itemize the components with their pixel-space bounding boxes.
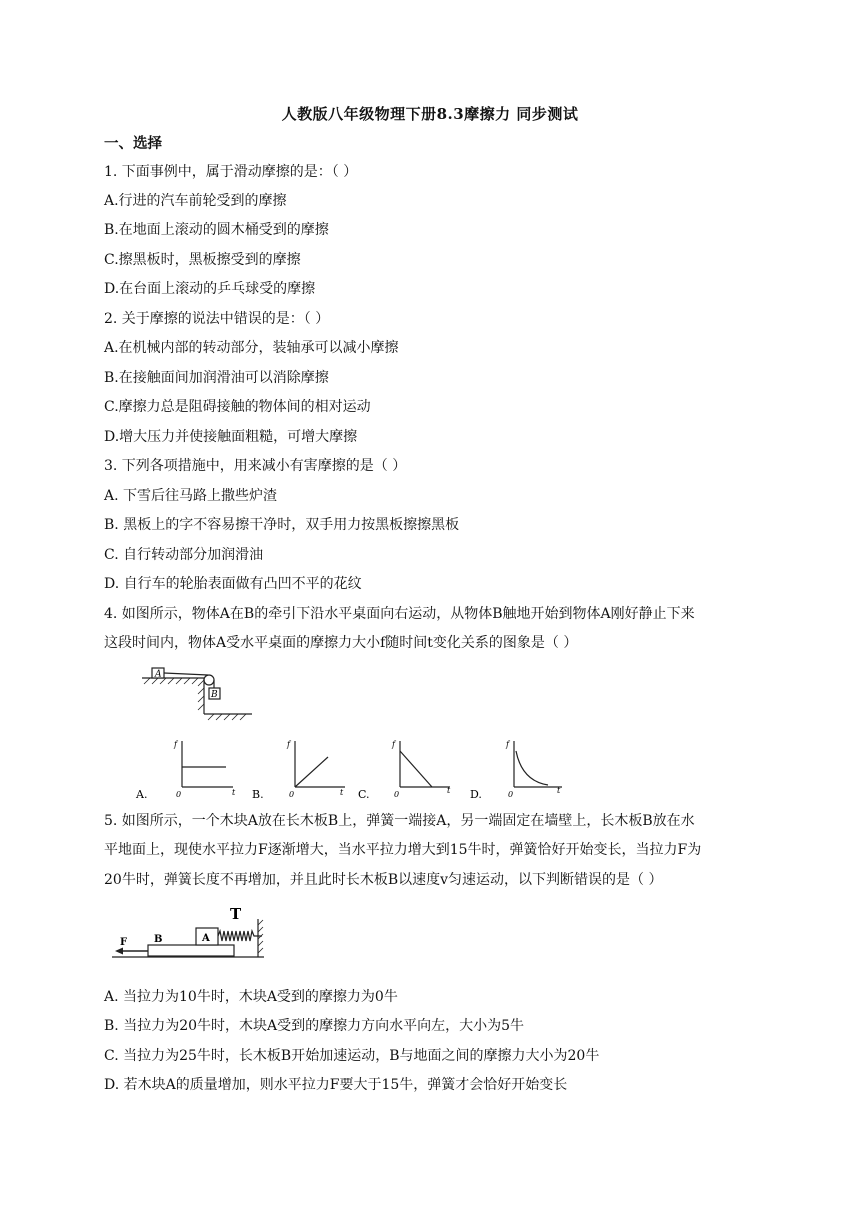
question-2-stem: 2. 关于摩擦的说法中错误的是：（ ） [104, 311, 330, 327]
question-3-option-b: B. 黑板上的字不容易擦干净时，双手用力按黑板擦擦黑板 [104, 517, 460, 533]
question-5-stem-line-1: 5. 如图所示，一个木块A放在长木板B上，弹簧一端接A，另一端固定在墙壁上，长木板B放在水 [104, 813, 695, 829]
question-5-option-d: D. 若木块A的质量增加，则水平拉力F要大于15牛，弹簧才会恰好开始变长 [104, 1077, 568, 1093]
graph-c-origin: 0 [394, 790, 400, 799]
question-5-stem-line-3: 20牛时，弹簧长度不再增加，并且此时长木板B以速度v匀速运动，以下判断错误的是（ ） [104, 872, 663, 888]
question-5-option-b: B. 当拉力为20牛时，木块A受到的摩擦力方向水平向左，大小为5牛 [104, 1018, 525, 1034]
graph-a-option-label: A. [136, 788, 148, 801]
question-3-option-c: C. 自行转动部分加润滑油 [104, 547, 264, 563]
question-1-option-a: A.行进的汽车前轮受到的摩擦 [104, 193, 287, 209]
question-2-option-a: A.在机械内部的转动部分，装轴承可以减小摩擦 [104, 340, 399, 356]
graph-a-t-label: t [232, 788, 236, 797]
graph-d-f-label: f [506, 740, 509, 749]
question-3-option-d: D. 自行车的轮胎表面做有凸凹不平的花纹 [104, 576, 362, 592]
label-b: B [154, 934, 163, 945]
graph-b-option-label: B. [252, 788, 264, 801]
question-5-option-a: A. 当拉力为10牛时，木块A受到的摩擦力为0牛 [104, 989, 398, 1005]
question-1-option-d: D.在台面上滚动的乒乓球受的摩擦 [104, 281, 316, 297]
section-heading: 一、选择 [104, 135, 162, 152]
label-f: F [120, 937, 128, 948]
question-3-option-a: A. 下雪后往马路上撒些炉渣 [104, 488, 278, 504]
graph-c-option-label: C. [358, 788, 370, 801]
label-a: A [202, 933, 210, 944]
question-4-stem-line-1: 4. 如图所示，物体A在B的牵引下沿水平桌面向右运动，从物体B触地开始到物体A刚好静止下来 [104, 606, 695, 622]
question-3-stem: 3. 下列各项措施中，用来减小有害摩擦的是（ ） [104, 458, 407, 474]
friction-time-graphs [130, 737, 590, 803]
force-arrowhead [115, 948, 123, 955]
question-2-option-c: C.摩擦力总是阻碍接触的物体间的相对运动 [104, 399, 371, 415]
block-a-label: A [155, 669, 162, 680]
question-1-option-c: C.擦黑板时，黑板擦受到的摩擦 [104, 252, 301, 268]
graph-a-f-label: f [174, 740, 177, 749]
graph-c-t-label: t [447, 786, 451, 795]
graph-d-option-label: D. [470, 788, 482, 801]
spring-board-figure [112, 905, 264, 961]
graph-b-f-label: f [287, 740, 290, 749]
pulley-apparatus-figure [140, 664, 258, 728]
graph-a-origin: 0 [176, 790, 182, 799]
label-t: T [230, 905, 242, 923]
question-5-stem-line-2: 平地面上，现使水平拉力F逐渐增大，当水平拉力增大到15牛时，弹簧恰好开始变长，当拉力F为 [104, 842, 702, 858]
graph-d-origin: 0 [508, 790, 514, 799]
question-1-stem: 1. 下面事例中，属于滑动摩擦的是：（ ） [104, 164, 358, 180]
question-2-option-d: D.增大压力并使接触面粗糙，可增大摩擦 [104, 429, 358, 445]
graph-b-t-label: t [340, 788, 344, 797]
question-2-option-b: B.在接触面间加润滑油可以消除摩擦 [104, 370, 329, 386]
document-title: 人教版八年级物理下册8.3摩擦力 同步测试 [281, 105, 579, 123]
question-4-stem-line-2: 这段时间内，物体A受水平桌面的摩擦力大小f随时间t变化关系的图象是（ ） [104, 635, 578, 651]
graph-c-f-label: f [392, 740, 395, 749]
graph-d-t-label: t [557, 786, 561, 795]
long-board-b [148, 945, 234, 956]
question-5-option-c: C. 当拉力为25牛时，长木板B开始加速运动，B与地面之间的摩擦力大小为20牛 [104, 1048, 600, 1064]
graph-b-origin: 0 [289, 790, 295, 799]
question-1-option-b: B.在地面上滚动的圆木桶受到的摩擦 [104, 222, 329, 238]
block-b-label: B [211, 690, 218, 700]
